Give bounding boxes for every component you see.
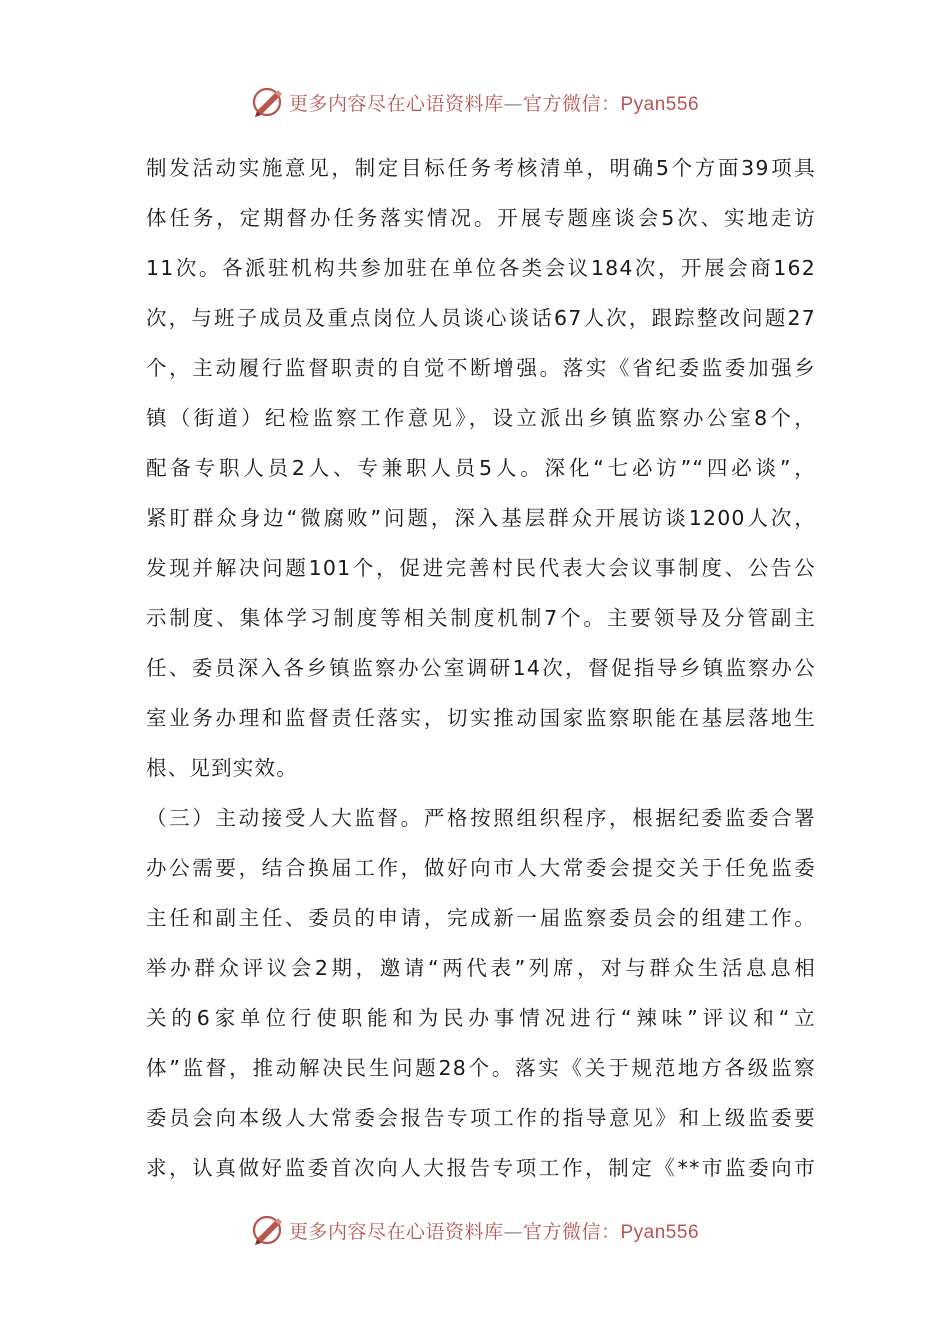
banner-main-text: 更多内容尽在心语资料库 — [288, 1220, 504, 1243]
text-line: （三）主动接受人大监督。严格按照组织程序，根据纪委监委合署 — [146, 806, 816, 830]
footer-watermark-banner — [0, 1210, 950, 1250]
banner-text — [289, 89, 699, 116]
text-line: 体”监督，推动解决民生问题28个。落实《关于规范地方各级监察 — [146, 1056, 816, 1080]
text-line: 举办群众评议会2期，邀请“两代表”列席，对与群众生活息息相 — [146, 956, 816, 980]
pen-logo-icon — [251, 1213, 285, 1247]
header-watermark-banner — [0, 82, 950, 122]
text-line: 任、委员深入各乡镇监察办公室调研14次，督促指导乡镇监察办公 — [146, 656, 816, 680]
banner-separator: — — [503, 92, 523, 115]
text-line: 发现并解决问题101个，促进完善村民代表大会议事制度、公告公 — [146, 556, 816, 580]
banner-official-label: 官方微信： — [522, 1220, 621, 1243]
document-body — [146, 143, 816, 1193]
text-line: 配备专职人员2人、专兼职人员5人。深化“七必访”“四必谈”， — [146, 456, 816, 480]
text-line: 室业务办理和监督责任落实，切实推动国家监察职能在基层落地生 — [146, 706, 816, 730]
text-line: 示制度、集体学习制度等相关制度机制7个。主要领导及分管副主 — [146, 606, 816, 630]
text-line: 主任和副主任、委员的申请，完成新一届监察委员会的组建工作。 — [146, 906, 816, 930]
banner-text — [289, 1217, 699, 1244]
text-line: 委员会向本级人大常委会报告专项工作的指导意见》和上级监委要 — [146, 1106, 816, 1130]
text-line: 11次。各派驻机构共参加驻在单位各类会议184次，开展会商162 — [146, 256, 816, 280]
text-line: 关的6家单位行使职能和为民办事情况进行“辣味”评议和“立 — [146, 1006, 816, 1030]
banner-wechat-id: Pyan556 — [620, 93, 700, 115]
text-line: 紧盯群众身边“微腐败”问题，深入基层群众开展访谈1200人次， — [146, 506, 816, 530]
text-line: 个，主动履行监督职责的自觉不断增强。落实《省纪委监委加强乡 — [146, 356, 816, 380]
text-line: 根、见到实效。 — [146, 756, 298, 780]
text-line: 次，与班子成员及重点岗位人员谈心谈话67人次，跟踪整改问题27 — [146, 306, 816, 330]
text-line: 求，认真做好监委首次向人大报告专项工作，制定《**市监委向市 — [146, 1156, 816, 1180]
pen-logo-icon — [251, 85, 285, 119]
text-line: 镇（街道）纪检监察工作意见》，设立派出乡镇监察办公室8个， — [146, 406, 816, 430]
banner-wechat-id: Pyan556 — [620, 1221, 700, 1243]
banner-main-text: 更多内容尽在心语资料库 — [288, 92, 504, 115]
text-line: 办公需要，结合换届工作，做好向市人大常委会提交关于任免监委 — [146, 856, 816, 880]
text-line: 体任务，定期督办任务落实情况。开展专题座谈会5次、实地走访 — [146, 206, 816, 230]
paragraph-1 — [146, 143, 816, 793]
text-line: 制发活动实施意见，制定目标任务考核清单，明确5个方面39项具 — [146, 156, 816, 180]
banner-official-label: 官方微信： — [522, 92, 621, 115]
banner-separator: — — [503, 1220, 523, 1243]
paragraph-2 — [146, 793, 816, 1193]
